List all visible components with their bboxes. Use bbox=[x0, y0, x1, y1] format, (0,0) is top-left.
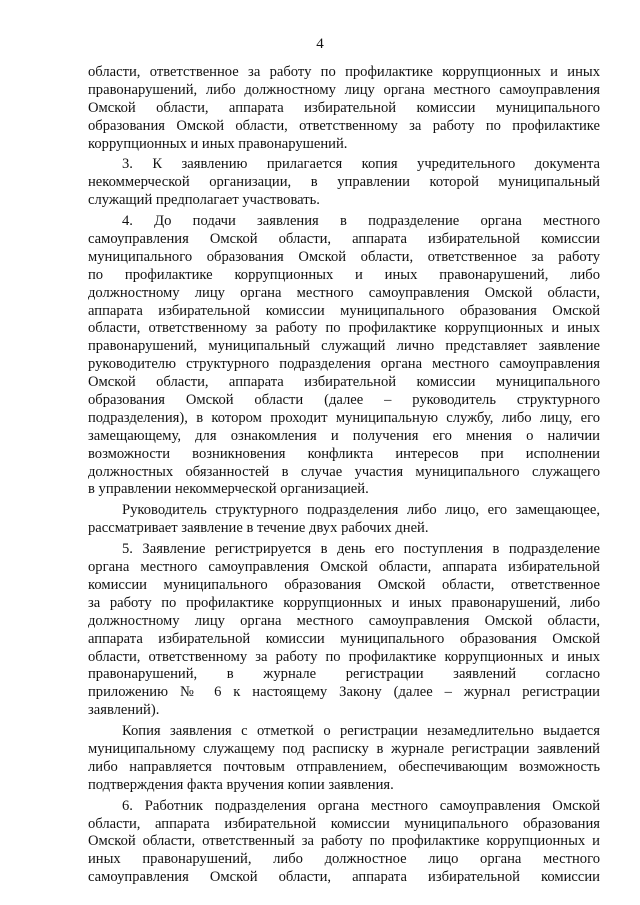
text-line: рассматривает заявление в течение двух рабочих дней. bbox=[88, 520, 429, 537]
text-line: аппарата избирательной комиссии муниципального образования Омской bbox=[88, 630, 600, 647]
paragraph bbox=[88, 64, 600, 153]
paragraph bbox=[88, 213, 600, 499]
text-line: области, ответственное за работу по профилактике коррупционных и иных bbox=[88, 64, 600, 80]
text-line: Руководитель структурного подразделения либо лицо, его замещающее, bbox=[122, 502, 600, 519]
text-line: правонарушений, в журнале регистрации заявлений согласно bbox=[88, 666, 600, 683]
text-line: образования Омской области, ответственному за работу по профилактике bbox=[88, 117, 600, 134]
text-line: замещающему, для ознакомления и получения его мнения о наличии bbox=[88, 427, 600, 444]
text-line: аппарата избирательной комиссии муниципального образования Омской bbox=[88, 302, 600, 319]
text-line: подразделения), в котором проходит муниципальную службу, либо лицу, его bbox=[88, 409, 600, 426]
text-line: Омской области, аппарата избирательной комиссии муниципального bbox=[88, 374, 600, 391]
text-line: Омской области, ответственный за работу по профилактике коррупционных и bbox=[88, 833, 600, 850]
text-line: должностному лицу органа местного самоуправления Омской области, bbox=[88, 612, 600, 629]
text-line: Копия заявления с отметкой о регистрации незамедлительно выдается bbox=[122, 723, 600, 740]
text-line: должностному лицу органа местного самоуправления Омской области, bbox=[88, 284, 600, 301]
text-line: муниципальному служащему под расписку в журнале регистрации заявлений bbox=[88, 740, 600, 757]
text-line: правонарушений, либо должностному лицу органа местного самоуправления bbox=[88, 81, 600, 98]
text-line: руководителю структурного подразделения органа местного самоуправления bbox=[88, 356, 600, 373]
text-line: в управлении некоммерческой организацией. bbox=[88, 481, 369, 498]
text-line: самоуправления Омской области, аппарата избирательной комиссии bbox=[88, 231, 600, 248]
text-line: муниципального образования Омской области, ответственное за работу bbox=[88, 248, 600, 265]
text-line: некоммерческой организации, в управлении которой муниципальный bbox=[88, 174, 600, 191]
paragraph bbox=[88, 541, 600, 720]
text-line: образования Омской области (далее – руководитель структурного bbox=[88, 392, 600, 409]
paragraph bbox=[88, 798, 600, 887]
text-line: 6. Работник подразделения органа местного самоуправления Омской bbox=[122, 797, 600, 814]
text-line: либо направляется почтовым отправлением, обеспечивающим возможность bbox=[88, 758, 600, 775]
paragraph bbox=[88, 502, 600, 538]
text-line: комиссии муниципального образования Омской области, ответственное bbox=[88, 576, 600, 593]
text-line: 4. До подачи заявления в подразделение органа местного bbox=[122, 213, 600, 230]
text-line: области, ответственному за работу по профилактике коррупционных и иных bbox=[88, 320, 600, 337]
text-line: области, ответственному за работу по профилактике коррупционных и иных bbox=[88, 648, 600, 665]
paragraph bbox=[88, 156, 600, 210]
text-line: коррупционных и иных правонарушений. bbox=[88, 135, 348, 152]
text-line: служащий предполагает участвовать. bbox=[88, 192, 320, 209]
text-line: правонарушений, муниципальный служащий лично представляет заявление bbox=[88, 338, 600, 355]
text-line: самоуправления Омской области, аппарата избирательной комиссии bbox=[88, 869, 600, 886]
document-body bbox=[88, 64, 600, 887]
text-line: возможности возникновения конфликта интересов при исполнении bbox=[88, 445, 600, 462]
text-line: 3. К заявлению прилагается копия учредительного документа bbox=[122, 156, 600, 173]
paragraph bbox=[88, 723, 600, 795]
text-line: органа местного самоуправления Омской области, аппарата избирательной bbox=[88, 559, 600, 576]
text-line: Омской области, аппарата избирательной комиссии муниципального bbox=[88, 99, 600, 116]
text-line: заявлений). bbox=[88, 702, 160, 719]
text-line: подтверждения факта вручения копии заявления. bbox=[88, 776, 394, 793]
page-number: 4 bbox=[316, 36, 324, 52]
text-line: приложению № 6 к настоящему Закону (далее – журнал регистрации bbox=[88, 684, 600, 701]
text-line: за работу по профилактике коррупционных и иных правонарушений, либо bbox=[88, 594, 600, 611]
text-line: 5. Заявление регистрируется в день его поступления в подразделение bbox=[122, 541, 600, 558]
text-line: должностных обязанностей в случае участия муниципального служащего bbox=[88, 463, 600, 480]
text-line: области, аппарата избирательной комиссии муниципального образования bbox=[88, 815, 600, 832]
text-line: иных правонарушений, либо должностное лицо органа местного bbox=[88, 851, 600, 868]
text-line: по профилактике коррупционных и иных правонарушений, либо bbox=[88, 266, 600, 283]
